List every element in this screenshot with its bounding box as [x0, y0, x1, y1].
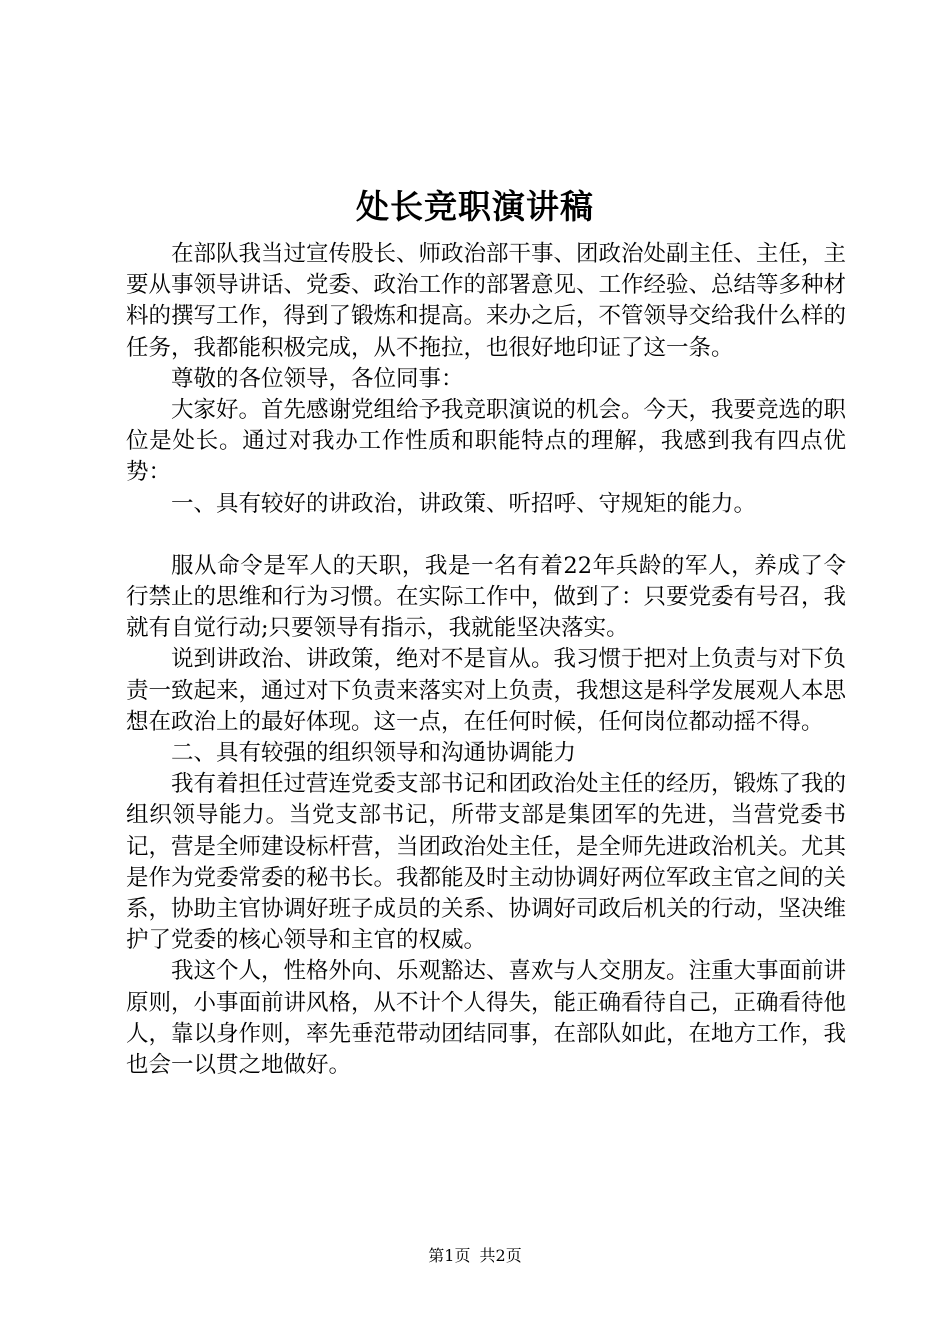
paragraph: 我这个人，性格外向、乐观豁达、喜欢与人交朋友。注重大事面前讲原则，小事面前讲风格，从不计个人得失，能正确看待自己，正确看待他人，靠以身作则，率先垂范带动团结同事，在部队如此，在地方工作，我也会一以贯之地做好。	[126, 958, 847, 1079]
section-heading: 二、具有较强的组织领导和沟通协调能力	[171, 740, 577, 767]
paragraph: 大家好。首先感谢党组给予我竞职演说的机会。今天，我要竞选的职位是处长。通过对我办工作性质和职能特点的理解，我感到我有四点优势：	[126, 397, 847, 486]
page-number: 第1页	[428, 1246, 471, 1265]
page-total: 共2页	[479, 1246, 522, 1265]
paragraph: 说到讲政治、讲政策，绝对不是盲从。我习惯于把对上负责与对下负责一致起来，通过对下负责来落实对上负责，我想这是科学发展观人本思想在政治上的最好体现。这一点，在任何时候，任何岗位都动摇不得。	[126, 646, 847, 735]
paragraph: 尊敬的各位领导，各位同事：	[171, 365, 464, 392]
document-body	[126, 239, 846, 1081]
paragraph: 我有着担任过营连党委支部书记和团政治处主任的经历，锻炼了我的组织领导能力。当党支部书记，所带支部是集团军的先进，当营党委书记，营是全师建设标杆营，当团政治处主任，是全师先进政治机关。尤其是作为党委常委的秘书长。我都能及时主动协调好两位军政主官之间的关系，协助主官协调好班子成员的关系、协调好司政后机关的行动，坚决维护了党委的核心领导和主官的权威。	[126, 771, 847, 954]
document-title: 处长竞职演讲稿	[356, 187, 594, 226]
page-footer	[0, 1246, 950, 1266]
section-heading: 一、具有较好的讲政治，讲政策、听招呼、守规矩的能力。	[171, 490, 757, 517]
paragraph: 服从命令是军人的天职，我是一名有着22年兵龄的军人，养成了令行禁止的思维和行为习惯。在实际工作中，做到了：只要党委有号召，我就有自觉行动;只要领导有指示，我就能坚决落实。	[126, 552, 847, 642]
paragraph: 在部队我当过宣传股长、师政治部干事、团政治处副主任、主任，主要从事领导讲话、党委、政治工作的部署意见、工作经验、总结等多种材料的撰写工作，得到了锻炼和提高。来办之后，不管领导交给我什么样的任务，我都能积极完成，从不拖拉，也很好地印证了这一条。	[126, 241, 847, 361]
